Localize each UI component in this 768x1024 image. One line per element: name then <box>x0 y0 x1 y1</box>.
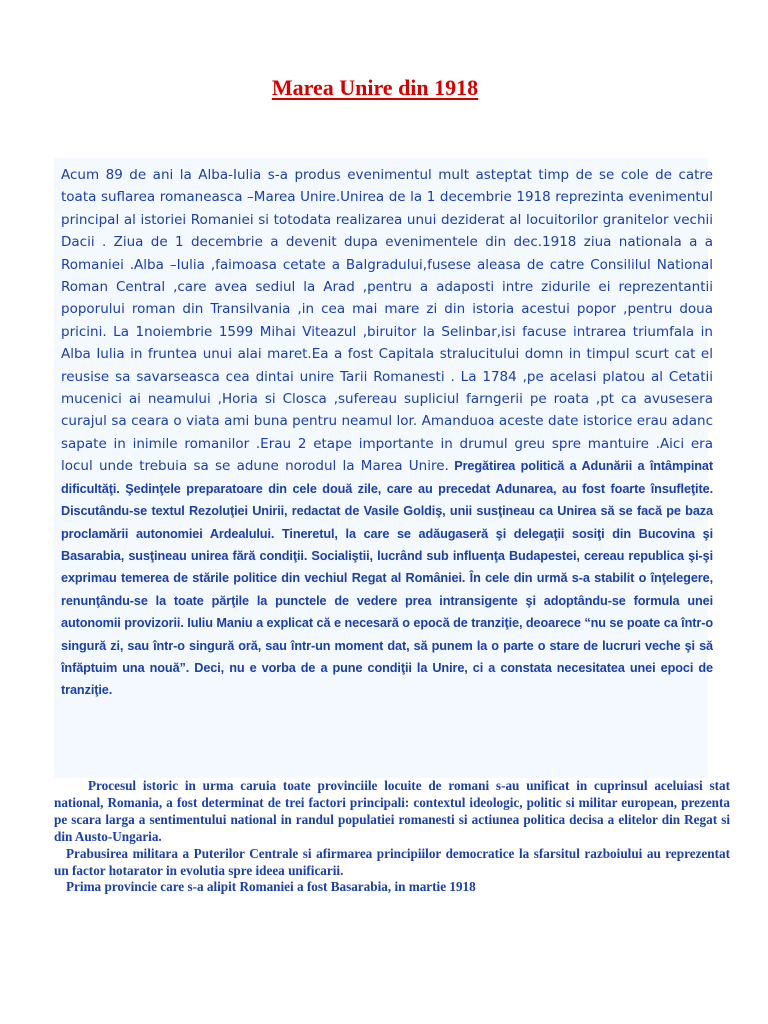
serif-paragraph-1: Procesul istoric in urma caruia toate provinciile locuite de romani s-au unificat in cuprinsul aceluiasi stat national, Romania, a fost determinat de trei factori principali: contextul ideologic, politic si militar european, prezenta pe scara larga a sentimentului national in randul populatiei romanesti si actiunea politica decisa a elitelor din Regat si din Austo-Ungaria. <box>54 778 730 844</box>
serif-paragraph-2: Prabusirea militara a Puterilor Centrale si afirmarea principiilor democratice la sfarsitul razboiului au reprezentat un factor hotarator in evolutia spre ideea unificarii. <box>54 845 730 878</box>
bold-paragraph-text: Pregătirea politică a Adunării a întâmpinat dificultăţi. Şedinţele preparatoare din cele două zile, care au precedat Adunarea, au fost foarte însufleţite. Discutându-se textul Rezoluţiei Unirii, redactat de Vasile Goldiş, unii susţineau ca Unirea să se facă pe baza proclamării autonomiei Ardealului. Tineretul, la care se adăugaseră şi delegaţii sosiţi din Bucovina şi Basarabia, susţineau unirea fără condiţii. Socialiştii, lucrând sub influenţa Budapestei, cereau republica şi-şi exprimau temerea de stările politice din vechiul Regat al României. În cele din urmă s-a stabilit o înţelegere, renunţându-se la toate părţile la punctele de vedere prea intransigente şi adoptându-se formula unei autonomii provizorii. Iuliu Maniu a explicat că e necesară o epocă de tranziţie, deoarece “nu se poate ca într-o singură zi, sau într-o singură oră, sau într-un moment dat, să punem la o parte o stare de lucruri veche şi să înfăptuim una nouă”. Deci, nu e vorba de a pune condiţii la Unire, ci a constata necesitatea unei epoci de tranziţie. <box>61 459 713 698</box>
document-title: Marea Unire din 1918 <box>271 75 479 100</box>
main-paragraph-text: Acum 89 de ani la Alba-Iulia s-a produs evenimentul mult asteptat timp de se cole de catre toata suflarea romaneasca –Marea Unire.Unirea de la 1 decembrie 1918 reprezinta evenimentul principal al istoriei Romaniei si totodata realizarea unui deziderat al locuitorilor granitelor vechii Dacii . Ziua de 1 decembrie a devenit dupa evenimentele din dec.1918 ziua nationala a a Romaniei .Alba –Iulia ,faimoasa cetate a Balgradului,fusese aleasa de catre Consililul National Roman Central ,care avea sediul la Arad ,pentru a adaposti intre zidurile ei reprezentantii poporului roman din Transilvania ,in cea mai mare zi din istoria acestui popor ,pentru doua pricini. La 1noiembrie 1599 Mihai Viteazul ,biruitor la Selinbar,isi facuse intrarea triumfala in Alba Iulia in fruntea unui alai maret.Ea a fost Capitala stralucitului domn in timpul scurt cat el reusise sa savarseasca cea dintai unire Tarii Romanesti . La 1784 ,pe acelasi platou al Cetatii mucenici ai neamului ,Horia si Closca ,sufereau supliciul farngerii pe roata ,pt ca avusesera curajul sa ceara o viata ami buna pentru neamul lor. Amanduoa aceste date istorice erau adanc sapate in inimile romanilor .Erau 2 etape importante in drumul greu spre mantuire .Aici era locul unde trebuia sa se adune norodul la Marea Unire. <box>61 167 713 475</box>
serif-paragraph-3: Prima provincie care s-a alipit Romaniei a fost Basarabia, in martie 1918 <box>66 879 476 895</box>
main-paragraph <box>61 164 713 702</box>
serif-paragraphs <box>54 778 730 896</box>
